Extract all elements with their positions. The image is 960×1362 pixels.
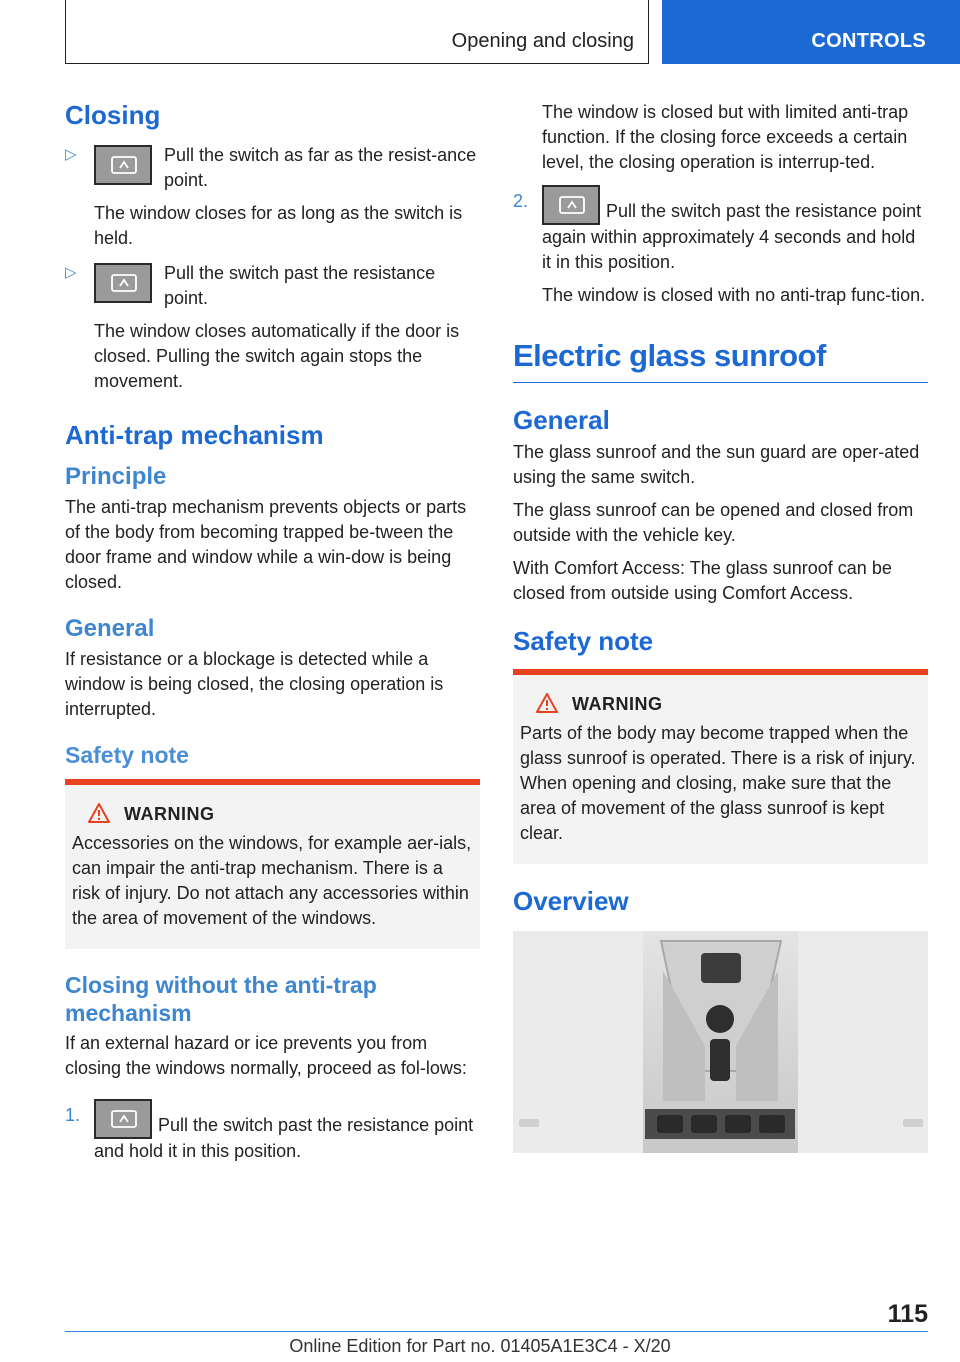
window-switch-icon [94,1099,152,1139]
footer-divider [65,1331,928,1332]
sunroof-warning-label: WARNING [572,694,663,714]
without-antitrap-text: If an external hazard or ice prevents you from closing the windows normally, proceed as fol-lows: [65,1033,467,1078]
general-text: If resistance or a blockage is detected while a window is being closed, the closing operation is interrupted. [65,649,444,719]
step-2-label: Pull the switch past the resistance point again within approximately 4 seconds and hold it in this position. [542,201,922,272]
bullet-triangle-icon: ▷ [65,264,77,281]
general-heading: General [65,615,155,642]
without-antitrap-heading: Closing without the anti-trap mechanism [65,972,377,1026]
sunroof-general-p2: The glass sunroof can be opened and closed from outside with the vehicle key. [513,500,914,545]
closing-item-2 [65,261,480,313]
sunroof-general-heading: General [513,405,610,435]
step-2-text [542,185,928,275]
step-1-label: Pull the switch past the resistance point and hold it in this position. [94,1115,474,1161]
warning-title [72,803,472,825]
header-section-title: Opening and closing [451,30,634,52]
sunroof-warning-title [520,693,920,715]
window-switch-icon [94,263,152,303]
step-2-sub: The window is closed with no anti-trap func-tion. [542,285,926,305]
warning-label: WARNING [124,804,215,824]
sunroof-warning-text: Parts of the body may become trapped when the glass sunroof is operated. There is a risk of injury. When opening and closing, make sure that the area of movement of the glass sunroof is kept clear. [520,723,916,843]
closing-item-1-text: Pull the switch as far as the resist-ance point. [164,145,477,190]
page-number: 115 [887,1300,928,1328]
left-column [65,100,480,1172]
warning-box [65,779,480,949]
sunroof-general-p3: With Comfort Access: The glass sunroof can be closed from outside using Comfort Access. [513,558,892,603]
closing-item-2-text: Pull the switch past the resistance point. [164,263,436,308]
step-1-text [94,1099,480,1164]
sunroof-safety-heading: Safety note [513,626,654,656]
principle-heading: Principle [65,463,167,490]
closing-heading: Closing [65,100,161,130]
header-section-box [65,0,649,64]
overhead-console-image [513,931,928,1153]
principle-text: The anti-trap mechanism prevents objects or parts of the body from becoming trapped be-tween the door frame and window while a win-dow is being closed. [65,497,467,592]
sunroof-general-p1: The glass sunroof and the sun guard are oper-ated using the same switch. [513,442,920,487]
footer-edition: Online Edition for Part no. 01405A1E3C4 - X/20 [289,1336,671,1356]
step-1-number: 1. [65,1105,81,1125]
overview-heading: Overview [513,886,629,916]
warning-text: Accessories on the windows, for example aer-ials, can impair the anti-trap mechanism. There is a risk of injury. Do not attach any accessories within the area of movement of the windows. [72,833,472,928]
closing-item-1-sub: The window closes for as long as the switch is held. [94,203,463,248]
sunroof-warning-box [513,669,928,864]
step-2-number: 2. [513,191,529,211]
step-1-continued: The window is closed but with limited anti-trap function. If the closing force exceeds a certain level, the closing operation is interrup-ted. [542,102,909,172]
window-switch-icon [94,145,152,185]
antitrap-heading: Anti-trap mechanism [65,420,324,450]
header-chapter-tab[interactable] [662,0,960,64]
warning-triangle-icon [88,803,110,823]
safety-heading: Safety note [65,742,189,768]
bullet-triangle-icon: ▷ [65,146,77,163]
sunroof-heading: Electric glass sunroof [513,338,928,383]
header-chapter-label: CONTROLS [811,30,926,52]
warning-triangle-icon [536,693,558,713]
closing-item-2-sub: The window closes automatically if the door is closed. Pulling the switch again stops the movement. [94,321,460,391]
closing-item-1 [65,143,480,195]
step-1 [65,1099,480,1164]
step-2 [513,185,928,275]
window-switch-icon [542,185,600,225]
right-column [513,100,928,1153]
